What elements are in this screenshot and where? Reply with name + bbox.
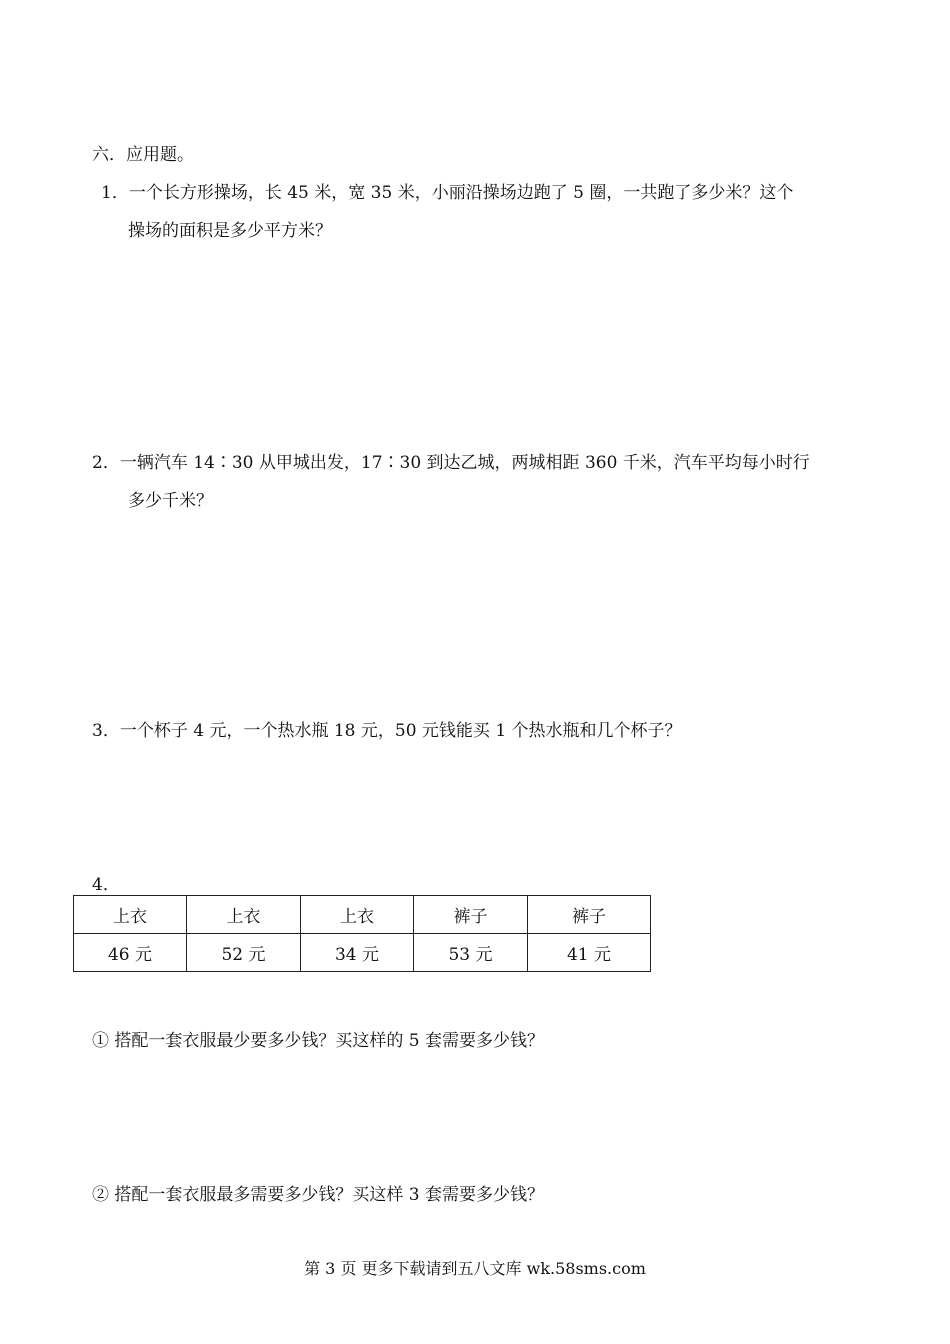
table-cell-item: 上衣 <box>74 896 187 934</box>
question-4-sub-2: ② 搭配一套衣服最多需要多少钱？买这样 3 套需要多少钱？ <box>92 1185 545 1205</box>
question-1-line-2: 操场的面积是多少平方米？ <box>128 221 332 241</box>
table-cell-item: 上衣 <box>187 896 301 934</box>
clothing-price-table <box>73 895 651 972</box>
table-cell-price: 52 元 <box>187 934 301 972</box>
question-2-line-1: 2．一辆汽车 14∶30 从甲城出发，17∶30 到达乙城，两城相距 360 千米，汽车平均每小时行 <box>92 453 810 473</box>
table-row-prices <box>74 934 651 972</box>
page-footer: 第 3 页 更多下载请到五八文库 wk.58sms.com <box>304 1259 646 1278</box>
table-cell-price: 53 元 <box>414 934 528 972</box>
question-3: 3．一个杯子 4 元，一个热水瓶 18 元，50 元钱能买 1 个热水瓶和几个杯子？ <box>92 721 682 741</box>
table-cell-price: 41 元 <box>528 934 651 972</box>
question-4-sub-1: ① 搭配一套衣服最少要多少钱？买这样的 5 套需要多少钱？ <box>92 1031 545 1051</box>
question-1-line-1: 1．一个长方形操场，长 45 米，宽 35 米，小丽沿操场边跑了 5 圈，一共跑了多少米？这个 <box>101 183 794 203</box>
table-cell-item: 上衣 <box>301 896 414 934</box>
question-4-number: 4． <box>92 875 120 895</box>
question-2-line-2: 多少千米？ <box>128 491 213 511</box>
section-title: 六．应用题。 <box>92 145 194 165</box>
table-cell-item: 裤子 <box>528 896 651 934</box>
table-row-items <box>74 896 651 934</box>
table-cell-price: 46 元 <box>74 934 187 972</box>
table-cell-price: 34 元 <box>301 934 414 972</box>
table-cell-item: 裤子 <box>414 896 528 934</box>
